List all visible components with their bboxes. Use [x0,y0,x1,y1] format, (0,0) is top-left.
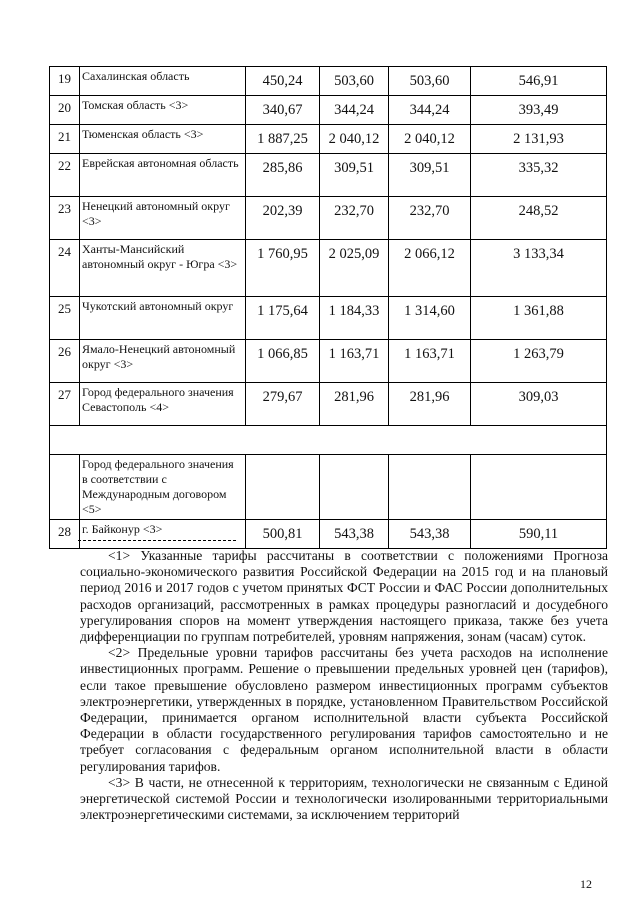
tariff-value: 590,11 [471,520,607,549]
tariff-value: 279,67 [246,383,320,426]
table-row [50,240,607,297]
tariff-value: 2 040,12 [320,125,389,154]
tariff-value: 500,81 [246,520,320,549]
row-number: 20 [50,96,80,125]
empty-cell [50,426,607,455]
row-number: 28 [50,520,80,549]
tariff-value: 2 025,09 [320,240,389,297]
region-name: Ненецкий автономный округ <3> [80,197,246,240]
tariff-value: 393,49 [471,96,607,125]
tariff-value: 450,24 [246,67,320,96]
footnote-3: <3> В части, не отнесенной к территориям, технологически не связанным с Единой энергетической системой России и технологически изолированными территориальными электроэнергетическими системами, за исключением территорий [80,774,608,823]
tariff-value: 2 066,12 [389,240,471,297]
tariff-value: 248,52 [471,197,607,240]
empty-cell [389,455,471,520]
tariff-value: 1 760,95 [246,240,320,297]
page-number: 12 [580,877,592,891]
tariff-value: 232,70 [320,197,389,240]
row-number: 22 [50,154,80,197]
tariff-value: 344,24 [389,96,471,125]
tariff-value: 503,60 [389,67,471,96]
tariff-value: 503,60 [320,67,389,96]
tariff-value: 546,91 [471,67,607,96]
tariff-value: 2 040,12 [389,125,471,154]
region-name: Тюменская область <3> [80,125,246,154]
tariff-value: 335,32 [471,154,607,197]
footnote-separator [78,540,236,541]
table-row [50,383,607,426]
row-number: 27 [50,383,80,426]
region-name: Ханты-Мансийский автономный округ - Югра <3> [80,240,246,297]
region-name: Томская область <3> [80,96,246,125]
tariff-value: 344,24 [320,96,389,125]
table-group-row [50,455,607,520]
table-spacer-row [50,426,607,455]
tariff-value: 309,03 [471,383,607,426]
tariff-value: 309,51 [389,154,471,197]
table-row [50,197,607,240]
tariff-value: 232,70 [389,197,471,240]
empty-cell [471,455,607,520]
table-row [50,67,607,96]
row-number: 21 [50,125,80,154]
tariff-value: 1 163,71 [389,340,471,383]
region-name: Сахалинская область [80,67,246,96]
tariff-value: 1 163,71 [320,340,389,383]
table-row [50,340,607,383]
footnote-2: <2> Предельные уровни тарифов рассчитаны без учета расходов на исполнение инвестиционных программ. Решение о превышении предельных уровней цен (тарифов), если такое превышение обусловлено размером инвестиционных программ субъектов электроэнергетики, утвержденных в порядке, установленном Правительством Российской Федерации, принимается органом исполнительной власти субъекта Российской Федерации в области государственного регулирования тарифов самостоятельно и не требует согласования с федеральным органом исполнительной власти в области регулирования тарифов. [80,645,608,774]
group-name: Город федерального значения в соответствии с Международным договором <5> [80,455,246,520]
region-name: Чукотский автономный округ [80,297,246,340]
tariff-value: 202,39 [246,197,320,240]
table-row [50,154,607,197]
tariff-value: 1 263,79 [471,340,607,383]
tariff-value: 3 133,34 [471,240,607,297]
row-number: 26 [50,340,80,383]
tariff-value: 1 361,88 [471,297,607,340]
tariff-value: 1 066,85 [246,340,320,383]
empty-cell [50,455,80,520]
table-row [50,520,607,549]
empty-cell [320,455,389,520]
region-name: г. Байконур <3> [80,520,246,549]
tariff-value: 281,96 [320,383,389,426]
region-name: Еврейская автономная область [80,154,246,197]
tariff-value: 543,38 [389,520,471,549]
region-name: Город федерального значения Севастополь <4> [80,383,246,426]
table-row [50,96,607,125]
tariff-value: 543,38 [320,520,389,549]
tariff-value: 285,86 [246,154,320,197]
row-number: 19 [50,67,80,96]
table-row [50,125,607,154]
footnote-1: <1> Указанные тарифы рассчитаны в соответствии с положениями Прогноза социально-экономического развития Российской Федерации на 2015 год и на плановый период 2016 и 2017 годов с учетом принятых ФСТ России и ФАС России дополнительных расходов организаций, рассмотренных в рамках процедуры разногласий и досудебного урегулирования споров на момент утверждения настоящего приказа, также без учета дифференциации по группам потребителей, уровням напряжения, зонам (часам) суток. [80,548,608,645]
row-number: 25 [50,297,80,340]
tariff-value: 309,51 [320,154,389,197]
row-number: 23 [50,197,80,240]
tariff-value: 340,67 [246,96,320,125]
tariff-value: 281,96 [389,383,471,426]
table-row [50,297,607,340]
tariff-value: 1 887,25 [246,125,320,154]
tariff-value: 1 175,64 [246,297,320,340]
empty-cell [246,455,320,520]
tariff-value: 1 314,60 [389,297,471,340]
footnotes [80,548,608,823]
region-name: Ямало-Ненецкий автономный округ <3> [80,340,246,383]
tariff-value: 2 131,93 [471,125,607,154]
row-number: 24 [50,240,80,297]
tariff-value: 1 184,33 [320,297,389,340]
tariff-table [49,66,607,549]
